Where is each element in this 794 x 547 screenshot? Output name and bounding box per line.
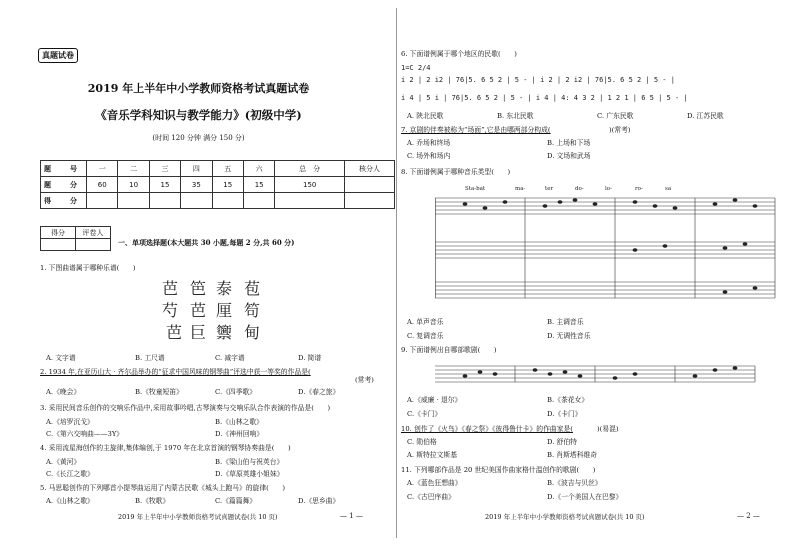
- score-row-earned: 得 分: [41, 193, 395, 209]
- section-heading: 一、单项选择题(本大题共 30 小题,每题 2 分,共 60 分): [118, 238, 295, 247]
- q7-option-c[interactable]: C. 场外和场内: [407, 152, 451, 160]
- svg-text:苞: 苞: [244, 279, 261, 298]
- q2-option-d[interactable]: D.《春之旅》: [298, 388, 340, 396]
- left-footer: 2019 年上半年中小学教师资格考试真题试卷(共 10 页): [118, 513, 278, 521]
- q10-option-a[interactable]: C. 勋伯格: [407, 438, 437, 446]
- svg-text:甸: 甸: [244, 323, 261, 342]
- q4-option-c[interactable]: C.《长江之歌》: [46, 470, 94, 478]
- q4-option-d[interactable]: D.《草原英雄小姐妹》: [215, 470, 284, 478]
- q7-option-b[interactable]: B. 上场和下场: [547, 139, 591, 147]
- q9-option-d[interactable]: D.《卡门》: [547, 410, 582, 418]
- question-8: 8. 下面谱例属于哪种音乐类型( ): [401, 168, 511, 176]
- jianzi-score-image: [160, 278, 270, 346]
- svg-text:笆: 笆: [190, 279, 207, 298]
- exam-subtitle: 《音乐学科知识与教学能力》(初级中学): [95, 108, 302, 122]
- question-1: 1. 下图曲谱属于哪种乐谱( ): [40, 264, 136, 272]
- svg-text:厘: 厘: [216, 301, 233, 320]
- svg-text:笱: 笱: [244, 301, 261, 320]
- svg-text:芭: 芭: [162, 279, 179, 298]
- q10-option-b[interactable]: D. 舒伯特: [547, 438, 577, 446]
- score-row-header: 题 号 一 二 三 四 五 六 总 分 核分人: [41, 161, 395, 177]
- exam-title: 2019 年上半年中小学教师资格考试真题试卷: [87, 82, 310, 95]
- question-7-tag: )(常考): [609, 126, 631, 134]
- jianpu-score-image: [397, 60, 789, 104]
- question-2-tag: (常考): [355, 376, 374, 384]
- q3-option-a[interactable]: A.《培罗沉戈》: [46, 418, 94, 426]
- right-footer: 2019 年上半年中小学教师资格考试真题试卷(共 10 页): [485, 513, 645, 521]
- q5-option-a[interactable]: A.《山林之歌》: [46, 497, 94, 505]
- question-4: 4. 采用流星海创作的主旋律,集体编创,于 1970 年在北京首演的钢琴协奏曲是( ): [40, 444, 291, 452]
- q3-option-c[interactable]: C.《第六交响曲——3Y》: [46, 430, 124, 438]
- question-5: 5. 马思聪创作的下列哪首小提琴曲运用了内蒙古民歌《城头上跑马》的旋律( ): [40, 484, 286, 492]
- exam-logo: 真题试卷: [38, 48, 78, 63]
- q11-option-c[interactable]: C.《古巴序曲》: [407, 493, 455, 501]
- q2-option-a[interactable]: A.《晚会》: [46, 388, 81, 396]
- polyphony-score-image: [435, 180, 785, 310]
- q6-option-c[interactable]: C. 广东民歌: [597, 112, 634, 120]
- q5-option-c[interactable]: C.《篇篇舞》: [215, 497, 257, 505]
- q6-option-b[interactable]: B. 东北民歌: [497, 112, 534, 120]
- svg-text:ma-: ma-: [515, 186, 526, 192]
- q1-option-b[interactable]: B. 工尺谱: [135, 354, 165, 362]
- q8-option-a[interactable]: A. 单声音乐: [407, 318, 444, 326]
- svg-text:ro-: ro-: [635, 186, 643, 192]
- svg-text:芭: 芭: [166, 323, 183, 342]
- q4-option-a[interactable]: A.《黄河》: [46, 458, 81, 466]
- q2-option-c[interactable]: C.《四季歌》: [215, 388, 257, 396]
- svg-text:lo-: lo-: [605, 186, 612, 192]
- svg-text:芍: 芍: [162, 301, 179, 320]
- question-10: 10. 创作了《火鸟》《春之祭》《彼得鲁什卡》的作曲家是(: [401, 425, 573, 433]
- svg-text:芭: 芭: [190, 301, 207, 320]
- question-9: 9. 下面谱例出自哪部歌剧( ): [401, 346, 497, 354]
- q8-option-c[interactable]: C. 复调音乐: [407, 332, 444, 340]
- q3-option-b[interactable]: B.《山林之歌》: [215, 418, 263, 426]
- right-page-number: — 2 —: [737, 512, 760, 520]
- svg-text:do-: do-: [575, 186, 584, 192]
- svg-text:泰: 泰: [216, 279, 233, 298]
- exam-time: (时间 120 分钟 满分 150 分): [152, 134, 245, 142]
- score-table: [40, 160, 395, 209]
- q11-option-b[interactable]: B.《波吉与贝丝》: [547, 479, 602, 487]
- question-7: 7. 京剧的伴奏被称为“场面”,它是由哪两部分构成(: [401, 126, 551, 134]
- q9-option-a[interactable]: A.《威廉 · 退尔》: [407, 396, 462, 404]
- svg-text:Sta-bat: Sta-bat: [465, 186, 486, 192]
- q6-option-d[interactable]: D. 江苏民歌: [687, 112, 724, 120]
- q2-option-b[interactable]: B.《牧童短笛》: [135, 388, 183, 396]
- q8-option-d[interactable]: D. 无调性音乐: [547, 332, 591, 340]
- question-2: 2. 1934 年,在亚历山大 · 齐尔品举办的“征求中国风味的钢琴曲”评选中获一等奖的作品是(: [40, 368, 311, 376]
- left-page-number: — 1 —: [340, 512, 363, 520]
- svg-text:i 2 | 2 i2 | 76|5. 6 5 2 |: i 2 | 2 i2 | 76|5. 6 5 2 | 5 - | i 2 | 2 i2 | 76|5. 6 5 2 | 5 - |: [401, 76, 675, 84]
- svg-text:sa: sa: [665, 186, 672, 192]
- q10-option-d[interactable]: B. 肖斯塔科维奇: [547, 451, 598, 459]
- question-10-tag: )(易混): [597, 425, 619, 433]
- q1-option-c[interactable]: C. 减字谱: [215, 354, 245, 362]
- q11-option-a[interactable]: A.《蓝色狂想曲》: [407, 479, 462, 487]
- q7-option-d[interactable]: D. 文场和武场: [547, 152, 591, 160]
- opera-score-image: [435, 356, 765, 388]
- question-3: 3. 采用民间音乐创作的交响乐作品中,采用故事吟唱,古琴演奏与交响乐队合作表演的作品是( ): [40, 404, 331, 412]
- q4-option-b[interactable]: B.《梁山伯与祝英台》: [215, 458, 284, 466]
- q6-option-a[interactable]: A. 陕北民歌: [407, 112, 444, 120]
- q9-option-b[interactable]: B.《茶花女》: [547, 396, 589, 404]
- svg-text:1=C 2/4: 1=C 2/4: [401, 64, 431, 72]
- svg-text:巨: 巨: [190, 323, 207, 342]
- q5-option-d[interactable]: D.《思乡曲》: [298, 497, 340, 505]
- right-page: [397, 0, 794, 547]
- q9-option-c[interactable]: C.《卡门》: [407, 410, 442, 418]
- score-row-points: 题 分 60 10 15 35 15 15 150: [41, 177, 395, 193]
- svg-text:i 4 | 5 i | 76|5. 6 5 2 |: i 4 | 5 i | 76|5. 6 5 2 | 5 - | i 4 | 4: 4 3 2 | 1 2 1 | 6 5 | 5 - |: [401, 94, 688, 102]
- q8-option-b[interactable]: B. 主调音乐: [547, 318, 584, 326]
- grader-table: 得分 评卷人: [40, 226, 111, 251]
- q7-option-a[interactable]: A. 乔场和终场: [407, 139, 451, 147]
- q1-option-a[interactable]: A. 文字谱: [46, 354, 76, 362]
- question-6: 6. 下面谱例属于哪个地区的民歌( ): [401, 50, 517, 58]
- svg-text:籞: 籞: [216, 323, 233, 342]
- q10-option-c[interactable]: A. 斯特拉文斯基: [407, 451, 458, 459]
- svg-text:ter: ter: [545, 186, 554, 192]
- q3-option-d[interactable]: D.《神州回响》: [215, 430, 264, 438]
- question-11: 11. 下列哪部作品是 20 世纪美国作曲家格什温创作的歌剧( ): [401, 466, 596, 474]
- q5-option-b[interactable]: B.《牧歌》: [135, 497, 170, 505]
- q11-option-d[interactable]: D.《一个美国人在巴黎》: [547, 493, 623, 501]
- q1-option-d[interactable]: D. 简谱: [298, 354, 322, 362]
